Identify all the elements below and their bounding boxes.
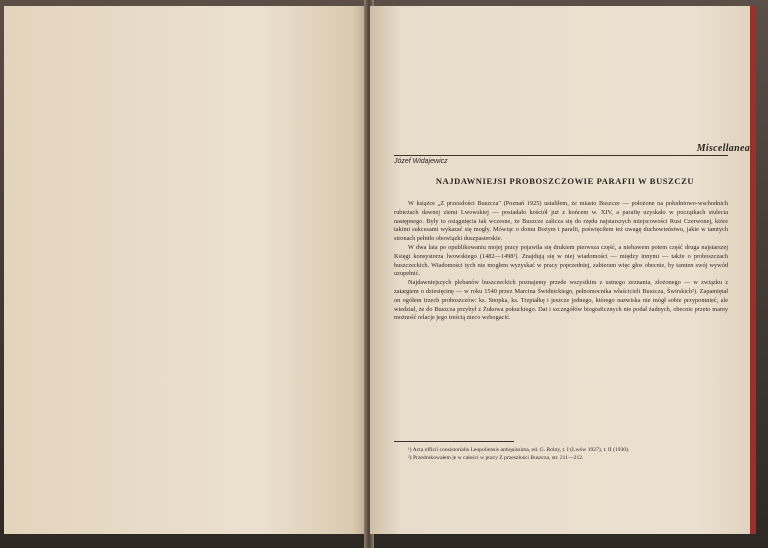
paragraph: Najdawniejszych plebanów buszczeckich poznajemy przede wszystkim z ustnego zeznania, złożonego — w związku z zatargiem o dziesięcinę — w roku 1540 przez Marcina Świdnickiego, pełnomocnika właścicieli Buszcza, Świrskich²). Zapamiętał on ogółem trzech proboszczów: ks. Snopka, ks. Trzpiałkę i jeszcze jednego, którego nazwiska nie mógł sobie przypomnieć, ale wiedział, że do Buszcza przybył z Żukowa pokuckiego. Dat i szczegółów biograficznych nie podał żadnych, obecnie przeto mamy możność relacje jego treścią nieco wzbogacić. [394, 279, 728, 322]
paragraph: W książce „Z przeszłości Buszcza" (Poznań 1925) ustaliłem, że miasto Buszcze — położone na południowo-wschodnich rubieżach dawnej ziemi Lwowskiej — posiadało kościół już z końcem w. XIV, a parafię uzyskało w początkach stulecia następnego. Były to osiągnięcia tak wczesne, że Buszcze zalicza się do rzędu najstarszych miejscowości Rusi Czerwonej, które takimi sukcesami wykazać się mogły. Mówiąc o domu Bożym i parafii, poświęciłem też uwagę duchowieństwu, jakie w tamtych stronach pełniło obowiązki duszpasterskie. [394, 200, 728, 243]
footnotes [394, 446, 728, 462]
author-name: Józef Widajewicz [394, 158, 448, 165]
article-title: NAJDAWNIEJSI PROBOSZCZOWIE PARAFII W BUSZCZU [435, 176, 695, 186]
section-heading: Miscellanea [696, 143, 750, 154]
left-page [4, 6, 368, 534]
footnote: ²) Przedrukowałem je w całości w pracy Z przeszłości Buszcza, str. 211—212. [408, 455, 584, 461]
footnote-rule [394, 441, 514, 442]
footnote: ¹) Acta officii consistorialis Leopoliensis antiquissima, ed. G. Rolny, t. I (Lwów 1927), t. II (1930). [408, 447, 630, 453]
right-page [370, 6, 756, 534]
article-body [394, 200, 728, 323]
header-rule [394, 155, 728, 156]
paragraph: W dwa lata po opublikowaniu mojej pracy pojawiła się drukiem pierwsza część, a niebawem potem część druga najstarszej Księgi konsystorza lwowskiego (1482—1498¹). Znajdują się w niej wiadomości — między innymi — także o proboszczach buszczeckich. Wiadomości tych nie mogłem wyzyskać w pracy poprzedniej, zabieram więc głos obecnie, by tamten swój wywód uzupełnić. [394, 243, 728, 278]
